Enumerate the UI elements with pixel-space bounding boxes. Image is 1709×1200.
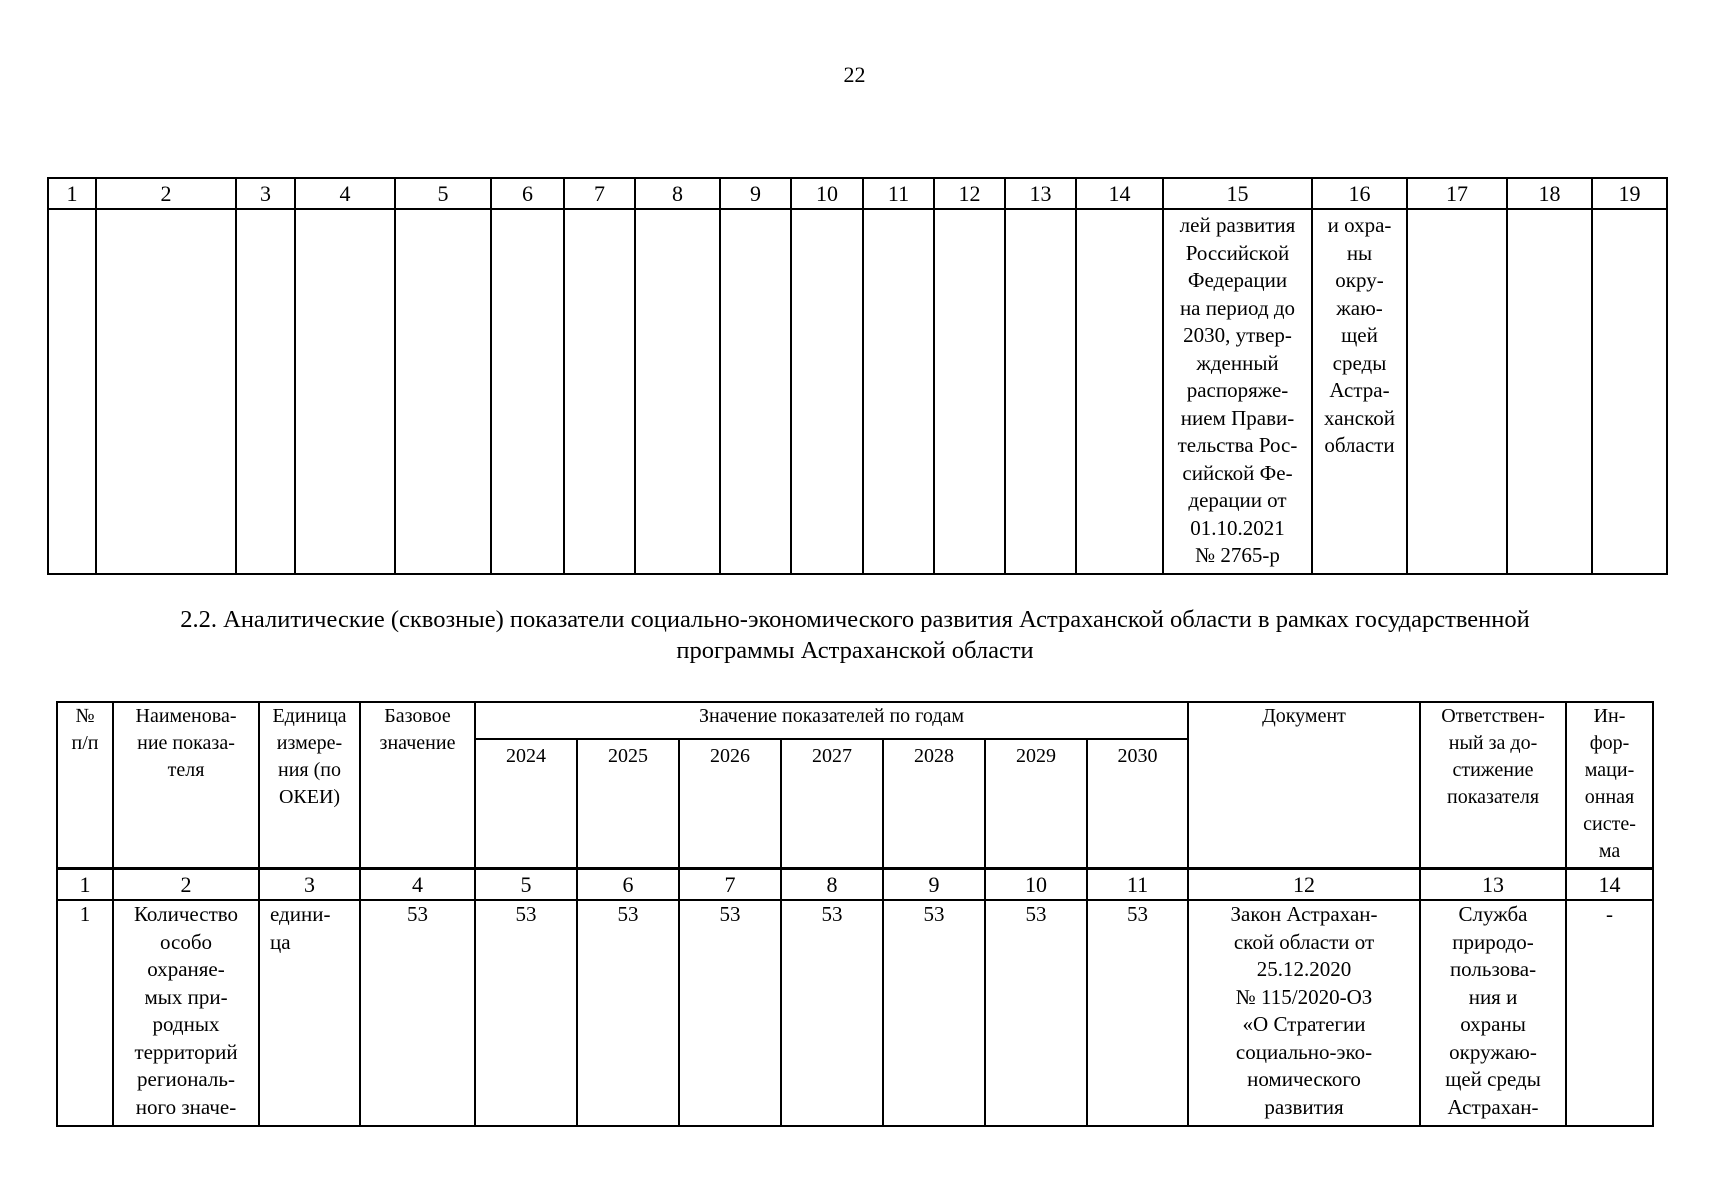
header-text: стижение	[1452, 759, 1534, 781]
header-text: ние показа-	[137, 732, 235, 754]
text-line: природо-	[1452, 929, 1534, 954]
page-number: 22	[843, 62, 866, 87]
table-cell	[236, 209, 295, 574]
column-number: 15	[1163, 178, 1312, 209]
text-line: ской области от	[1233, 929, 1375, 954]
header-text: значение	[379, 732, 456, 754]
text-line: ханской	[1324, 405, 1395, 430]
text-line: Количество	[133, 902, 239, 926]
text-line: на период до	[1179, 295, 1296, 320]
header-text: измере-	[276, 732, 343, 754]
text-line: щей среды	[1445, 1067, 1541, 1091]
indicators-table	[56, 701, 1654, 1127]
header-text: онная	[1584, 786, 1635, 808]
text-line: охраны	[1460, 1012, 1526, 1036]
header-values-by-year: Значение показателей по годам	[475, 702, 1188, 739]
column-number: 12	[1188, 869, 1420, 901]
table-cell	[96, 209, 236, 574]
section-heading-line: 2.2. Аналитические (сквозные) показатели социально-экономического развития Астраханской области в рамках государственной	[180, 606, 1530, 633]
text-line: окру-	[1335, 268, 1384, 292]
column-number-row	[48, 178, 1667, 209]
table-cell	[1592, 209, 1667, 574]
table-cell	[1407, 209, 1507, 574]
row-number: 1	[57, 900, 113, 1126]
text-line: Федерации	[1187, 268, 1288, 292]
table-cell	[491, 209, 564, 574]
column-number: 3	[259, 869, 360, 901]
header-unit	[259, 702, 360, 869]
text-line: номического	[1247, 1067, 1361, 1091]
header-year: 2029	[985, 739, 1087, 869]
column-number: 13	[1005, 178, 1076, 209]
column-number: 7	[564, 178, 635, 209]
text-line: ного значе-	[135, 1094, 237, 1119]
text-line: 2030, утвер-	[1183, 323, 1292, 347]
header-base-value	[360, 702, 475, 869]
header-text: фор-	[1589, 732, 1630, 754]
responsible-cell	[1420, 900, 1566, 1126]
section-heading	[55, 604, 1655, 666]
text-line: Служба	[1458, 902, 1528, 926]
header-text: ный за до-	[1448, 732, 1538, 754]
text-line: распоряже-	[1186, 378, 1289, 402]
table-cell	[635, 209, 720, 574]
column-number: 6	[577, 869, 679, 901]
text-line: жденный	[1196, 350, 1279, 375]
unit-of-measure	[259, 900, 360, 1126]
text-line: Закон Астрахан-	[1230, 902, 1378, 926]
column-number: 19	[1592, 178, 1667, 209]
text-line: сийской Фе-	[1182, 460, 1293, 485]
table-cell	[863, 209, 934, 574]
text-line: ны	[1346, 240, 1373, 265]
text-line: среды	[1332, 350, 1387, 375]
column-number: 10	[985, 869, 1087, 901]
text-line: охраняе-	[147, 957, 225, 981]
column-number: 14	[1076, 178, 1163, 209]
table-cell	[720, 209, 791, 574]
table-cell	[934, 209, 1005, 574]
header-year: 2026	[679, 739, 781, 869]
header-year: 2030	[1087, 739, 1188, 869]
header-text: ния (по	[278, 759, 341, 781]
header-text: маци-	[1584, 759, 1635, 781]
column-number: 16	[1312, 178, 1407, 209]
text-line: жаю-	[1336, 295, 1383, 320]
header-year: 2024	[475, 739, 577, 869]
text-line: и охра-	[1327, 213, 1392, 237]
info-system-cell: -	[1566, 900, 1653, 1126]
text-line: лей развития	[1179, 213, 1296, 237]
header-text: показателя	[1446, 786, 1540, 808]
column-number-row	[57, 869, 1653, 901]
text-line: Российской	[1185, 240, 1290, 265]
column-number: 4	[295, 178, 395, 209]
responsible-continuation-cell	[1312, 209, 1407, 574]
table-cell	[48, 209, 96, 574]
year-value: 53	[475, 900, 577, 1126]
column-number: 11	[863, 178, 934, 209]
year-value: 53	[883, 900, 985, 1126]
header-text: Ин-	[1593, 705, 1626, 727]
text-line: Астрахан-	[1447, 1094, 1539, 1119]
year-value: 53	[679, 900, 781, 1126]
table-cell	[295, 209, 395, 574]
table-cell	[395, 209, 491, 574]
header-name	[113, 702, 259, 869]
year-value: 53	[1087, 900, 1188, 1126]
column-number: 17	[1407, 178, 1507, 209]
text-line: социально-эко-	[1235, 1039, 1373, 1064]
text-line: едини-	[270, 902, 331, 926]
text-line: 01.10.2021	[1190, 515, 1285, 540]
column-number: 1	[48, 178, 96, 209]
column-number: 9	[720, 178, 791, 209]
column-number: 7	[679, 869, 781, 901]
header-responsible	[1420, 702, 1566, 869]
header-text: Базовое	[384, 705, 451, 727]
text-line: региональ-	[137, 1067, 235, 1091]
base-value: 53	[360, 900, 475, 1126]
text-line: 25.12.2020	[1256, 957, 1352, 981]
header-text: Ответствен-	[1441, 705, 1545, 727]
header-text: теля	[167, 759, 205, 781]
header-year: 2028	[883, 739, 985, 869]
text-line: области	[1324, 433, 1395, 457]
header-text: Наименова-	[135, 705, 237, 727]
text-line: особо	[159, 929, 213, 954]
header-num	[57, 702, 113, 869]
text-line: Астра-	[1329, 378, 1390, 402]
year-value: 53	[985, 900, 1087, 1126]
header-document: Документ	[1188, 702, 1420, 869]
column-number: 5	[475, 869, 577, 901]
column-number: 2	[96, 178, 236, 209]
document-cell	[1188, 900, 1420, 1126]
table-cell	[791, 209, 863, 574]
text-line: тельства Рос-	[1177, 433, 1298, 457]
header-text: ма	[1598, 840, 1621, 862]
column-number: 3	[236, 178, 295, 209]
column-number: 2	[113, 869, 259, 901]
header-row	[57, 702, 1653, 739]
header-year: 2025	[577, 739, 679, 869]
table-cell	[564, 209, 635, 574]
indicator-name	[113, 900, 259, 1126]
year-value: 53	[577, 900, 679, 1126]
column-number: 12	[934, 178, 1005, 209]
column-number: 18	[1507, 178, 1592, 209]
header-info-system	[1566, 702, 1653, 869]
column-number: 5	[395, 178, 491, 209]
text-line: мых при-	[144, 984, 228, 1009]
header-year: 2027	[781, 739, 883, 869]
continuation-table	[47, 177, 1668, 575]
column-number: 4	[360, 869, 475, 901]
header-text: №	[75, 705, 95, 727]
header-text: Единица	[272, 705, 347, 727]
year-value: 53	[781, 900, 883, 1126]
text-line: нием Прави-	[1180, 405, 1295, 430]
text-line: ния и	[1468, 984, 1518, 1009]
header-text: систе-	[1583, 813, 1636, 835]
text-line: родных	[152, 1012, 220, 1036]
column-number: 13	[1420, 869, 1566, 901]
text-line: окружаю-	[1449, 1039, 1537, 1064]
column-number: 11	[1087, 869, 1188, 901]
column-number: 14	[1566, 869, 1653, 901]
header-text: п/п	[71, 732, 99, 754]
table-cell	[1507, 209, 1592, 574]
text-line: пользова-	[1449, 957, 1537, 981]
section-heading-line: программы Астраханской области	[676, 637, 1034, 664]
table-cell	[1076, 209, 1163, 574]
column-number: 10	[791, 178, 863, 209]
column-number: 1	[57, 869, 113, 901]
text-line: щей	[1341, 323, 1378, 347]
text-line: развития	[1264, 1094, 1344, 1119]
column-number: 8	[781, 869, 883, 901]
text-line: «О Стратегии	[1242, 1012, 1366, 1036]
column-number: 6	[491, 178, 564, 209]
continuation-row	[48, 209, 1667, 574]
text-line: ца	[270, 929, 291, 954]
text-line: территорий	[134, 1039, 238, 1064]
table-cell	[1005, 209, 1076, 574]
text-line: № 115/2020-ОЗ	[1235, 984, 1373, 1009]
column-number: 8	[635, 178, 720, 209]
table-row	[57, 900, 1653, 1126]
text-line: дерации от	[1188, 488, 1287, 512]
header-text: ОКЕИ)	[278, 786, 341, 808]
document-continuation-cell	[1163, 209, 1312, 574]
column-number: 9	[883, 869, 985, 901]
text-line: № 2765-р	[1195, 543, 1280, 567]
